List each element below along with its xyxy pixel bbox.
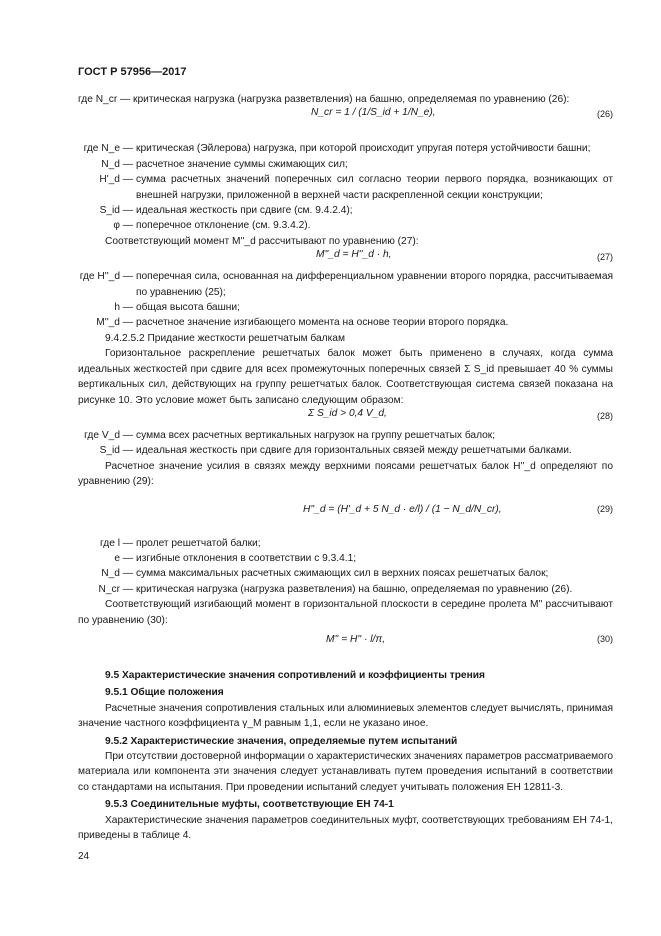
def-text: расчетное значение изгибающего момента на основе теории второго порядка. (136, 317, 509, 329)
definition (78, 218, 613, 233)
def-symbol: где H''_d — (79, 271, 133, 283)
paragraph: Расчетные значения сопротивления стальных или алюминиевых элементов следует вычислять, принимая значение частного коэффициента γ_M равным 1,1, если не указано иное. (78, 702, 613, 730)
definition (78, 203, 613, 218)
def-text: изгибные отклонения в соответствии с 9.3.4.1; (136, 552, 357, 564)
def-text: сумма всех расчетных вертикальных нагрузок на группу решетчатых балок; (136, 429, 496, 441)
def-symbol: где V_d — (84, 429, 133, 441)
subsection-title: 9.4.2.5.2 Придание жесткости решетчатым балкам (105, 332, 345, 344)
equation-28 (78, 408, 613, 428)
definition (78, 300, 613, 315)
def-symbol: φ — (113, 220, 133, 232)
equation-26 (78, 107, 613, 141)
equation-body: M'' = H'' · l/π, (326, 633, 386, 645)
paragraph: где N_cr — критическая нагрузка (нагрузка разветвления) на башню, определяемая по уравнению (26): (78, 94, 570, 105)
def-text: поперечная сила, основанная на дифференциальном уравнении второго порядка, рассчитываемая по уравнению (25); (136, 271, 613, 298)
equation-30 (78, 628, 613, 662)
def-text: критическая нагрузка (нагрузка разветвления) на башню, определяемая по уравнению (26). (136, 583, 573, 595)
equation-number: (30) (596, 633, 613, 644)
subsection-heading: 9.5.1 Общие положения (105, 687, 224, 699)
definition (78, 269, 613, 300)
section-heading: 9.5 Характеристические значения сопротивлений и коэффициенты трения (105, 669, 485, 681)
def-text: критическая (Эйлерова) нагрузка, при которой происходит упругая потеря устойчивости башни; (136, 143, 591, 155)
equation-body: M''_d = H''_d · h, (316, 249, 392, 261)
def-symbol: N_d — (101, 568, 133, 580)
paragraph: Характеристические значения параметров соединительных муфт, соответствующих требованиям ЕН 74-1, приведены в таблице 4. (78, 814, 613, 842)
definition (78, 551, 613, 566)
def-text: идеальная жесткость при сдвиге для горизонтальных связей между решетчатыми балками. (136, 445, 572, 457)
def-symbol: S_id — (99, 445, 133, 457)
definition (78, 157, 613, 172)
equation-number: (28) (596, 410, 613, 421)
document-body (78, 92, 613, 843)
equation-body: N_cr = 1 / (1/S_id + 1/N_e), (311, 107, 436, 119)
def-symbol: где N_e — (83, 143, 133, 155)
def-text: сумма максимальных расчетных сжимающих сил в верхних поясах решетчатых балок; (136, 568, 549, 580)
def-symbol: h — (114, 302, 133, 314)
equation-number: (26) (596, 109, 613, 120)
def-symbol: N_cr — (98, 583, 133, 595)
definition (78, 443, 613, 458)
def-text: расчетное значение суммы сжимающих сил; (136, 158, 348, 170)
definition (78, 141, 613, 156)
page-header: ГОСТ Р 57956—2017 (78, 66, 187, 78)
definition (78, 172, 613, 203)
def-symbol: M''_d — (96, 317, 133, 329)
equation-29 (78, 490, 613, 536)
definition (78, 536, 613, 551)
equation-body: H''_d = (H'_d + 5 N_d · e/l) / (1 − N_d/N_cr), (303, 503, 502, 515)
def-symbol: e — (114, 552, 133, 564)
definition (78, 428, 613, 443)
equation-number: (27) (596, 252, 613, 263)
paragraph: Соответствующий изгибающий момент в горизонтальной плоскости в середине пролета M'' рассчитывают по уравнению (30): (78, 599, 613, 626)
def-symbol: N_d — (101, 158, 133, 170)
def-text: пролет решетчатой балки; (136, 537, 261, 549)
equation-number: (29) (596, 503, 613, 514)
subsection-heading: 9.5.2 Характеристические значения, определяемые путем испытаний (105, 735, 458, 747)
def-symbol: H'_d — (99, 174, 133, 186)
definition (78, 315, 613, 330)
equation-27 (78, 249, 613, 269)
def-text: идеальная жесткость при сдвиге (см. 9.4.2.4); (136, 205, 353, 217)
definition (78, 566, 613, 581)
paragraph: Расчетное значение усилия в связях между верхними поясами решетчатых балок H''_d определяют по уравнению (29): (78, 460, 613, 488)
def-text: общая высота башни; (136, 302, 240, 314)
def-text: поперечное отклонение (см. 9.3.4.2). (136, 220, 311, 232)
def-symbol: S_id — (99, 205, 133, 217)
subsection-heading: 9.5.3 Соединительные муфты, соответствующие ЕН 74-1 (105, 799, 394, 811)
equation-body: Σ S_id > 0,4 V_d, (308, 407, 387, 419)
paragraph: Горизонтальное раскрепление решетчатых балок может быть применено в случаях, когда сумма идеальных жесткостей при сдвиге для всех промежуточных поперечных связей Σ S_id превышает 40 % суммы вертикальных сил, действующих на группу решетчатых балок. Соответствующая система связей показана на рисунке 10. Это условие может быть записано следующим образом: (78, 348, 613, 406)
def-text: сумма расчетных значений поперечных сил согласно теории первого порядка, возникающих от внешней нагрузки, приложенной в верхней части раскрепленной секции конструкции; (136, 174, 613, 201)
definition (78, 582, 613, 597)
paragraph: Соответствующий момент M''_d рассчитывают по уравнению (27): (105, 235, 419, 247)
def-symbol: где l — (100, 537, 133, 549)
page-number: 24 (78, 851, 90, 862)
paragraph: При отсутствии достоверной информации о характеристических значениях параметров рассматриваемого материала или компонента эти значения следует устанавливать путем проведения испытаний в соответствии со стандартами на испытания. При проведении испытаний следует учитывать положения ЕН 12811-3. (78, 751, 613, 793)
